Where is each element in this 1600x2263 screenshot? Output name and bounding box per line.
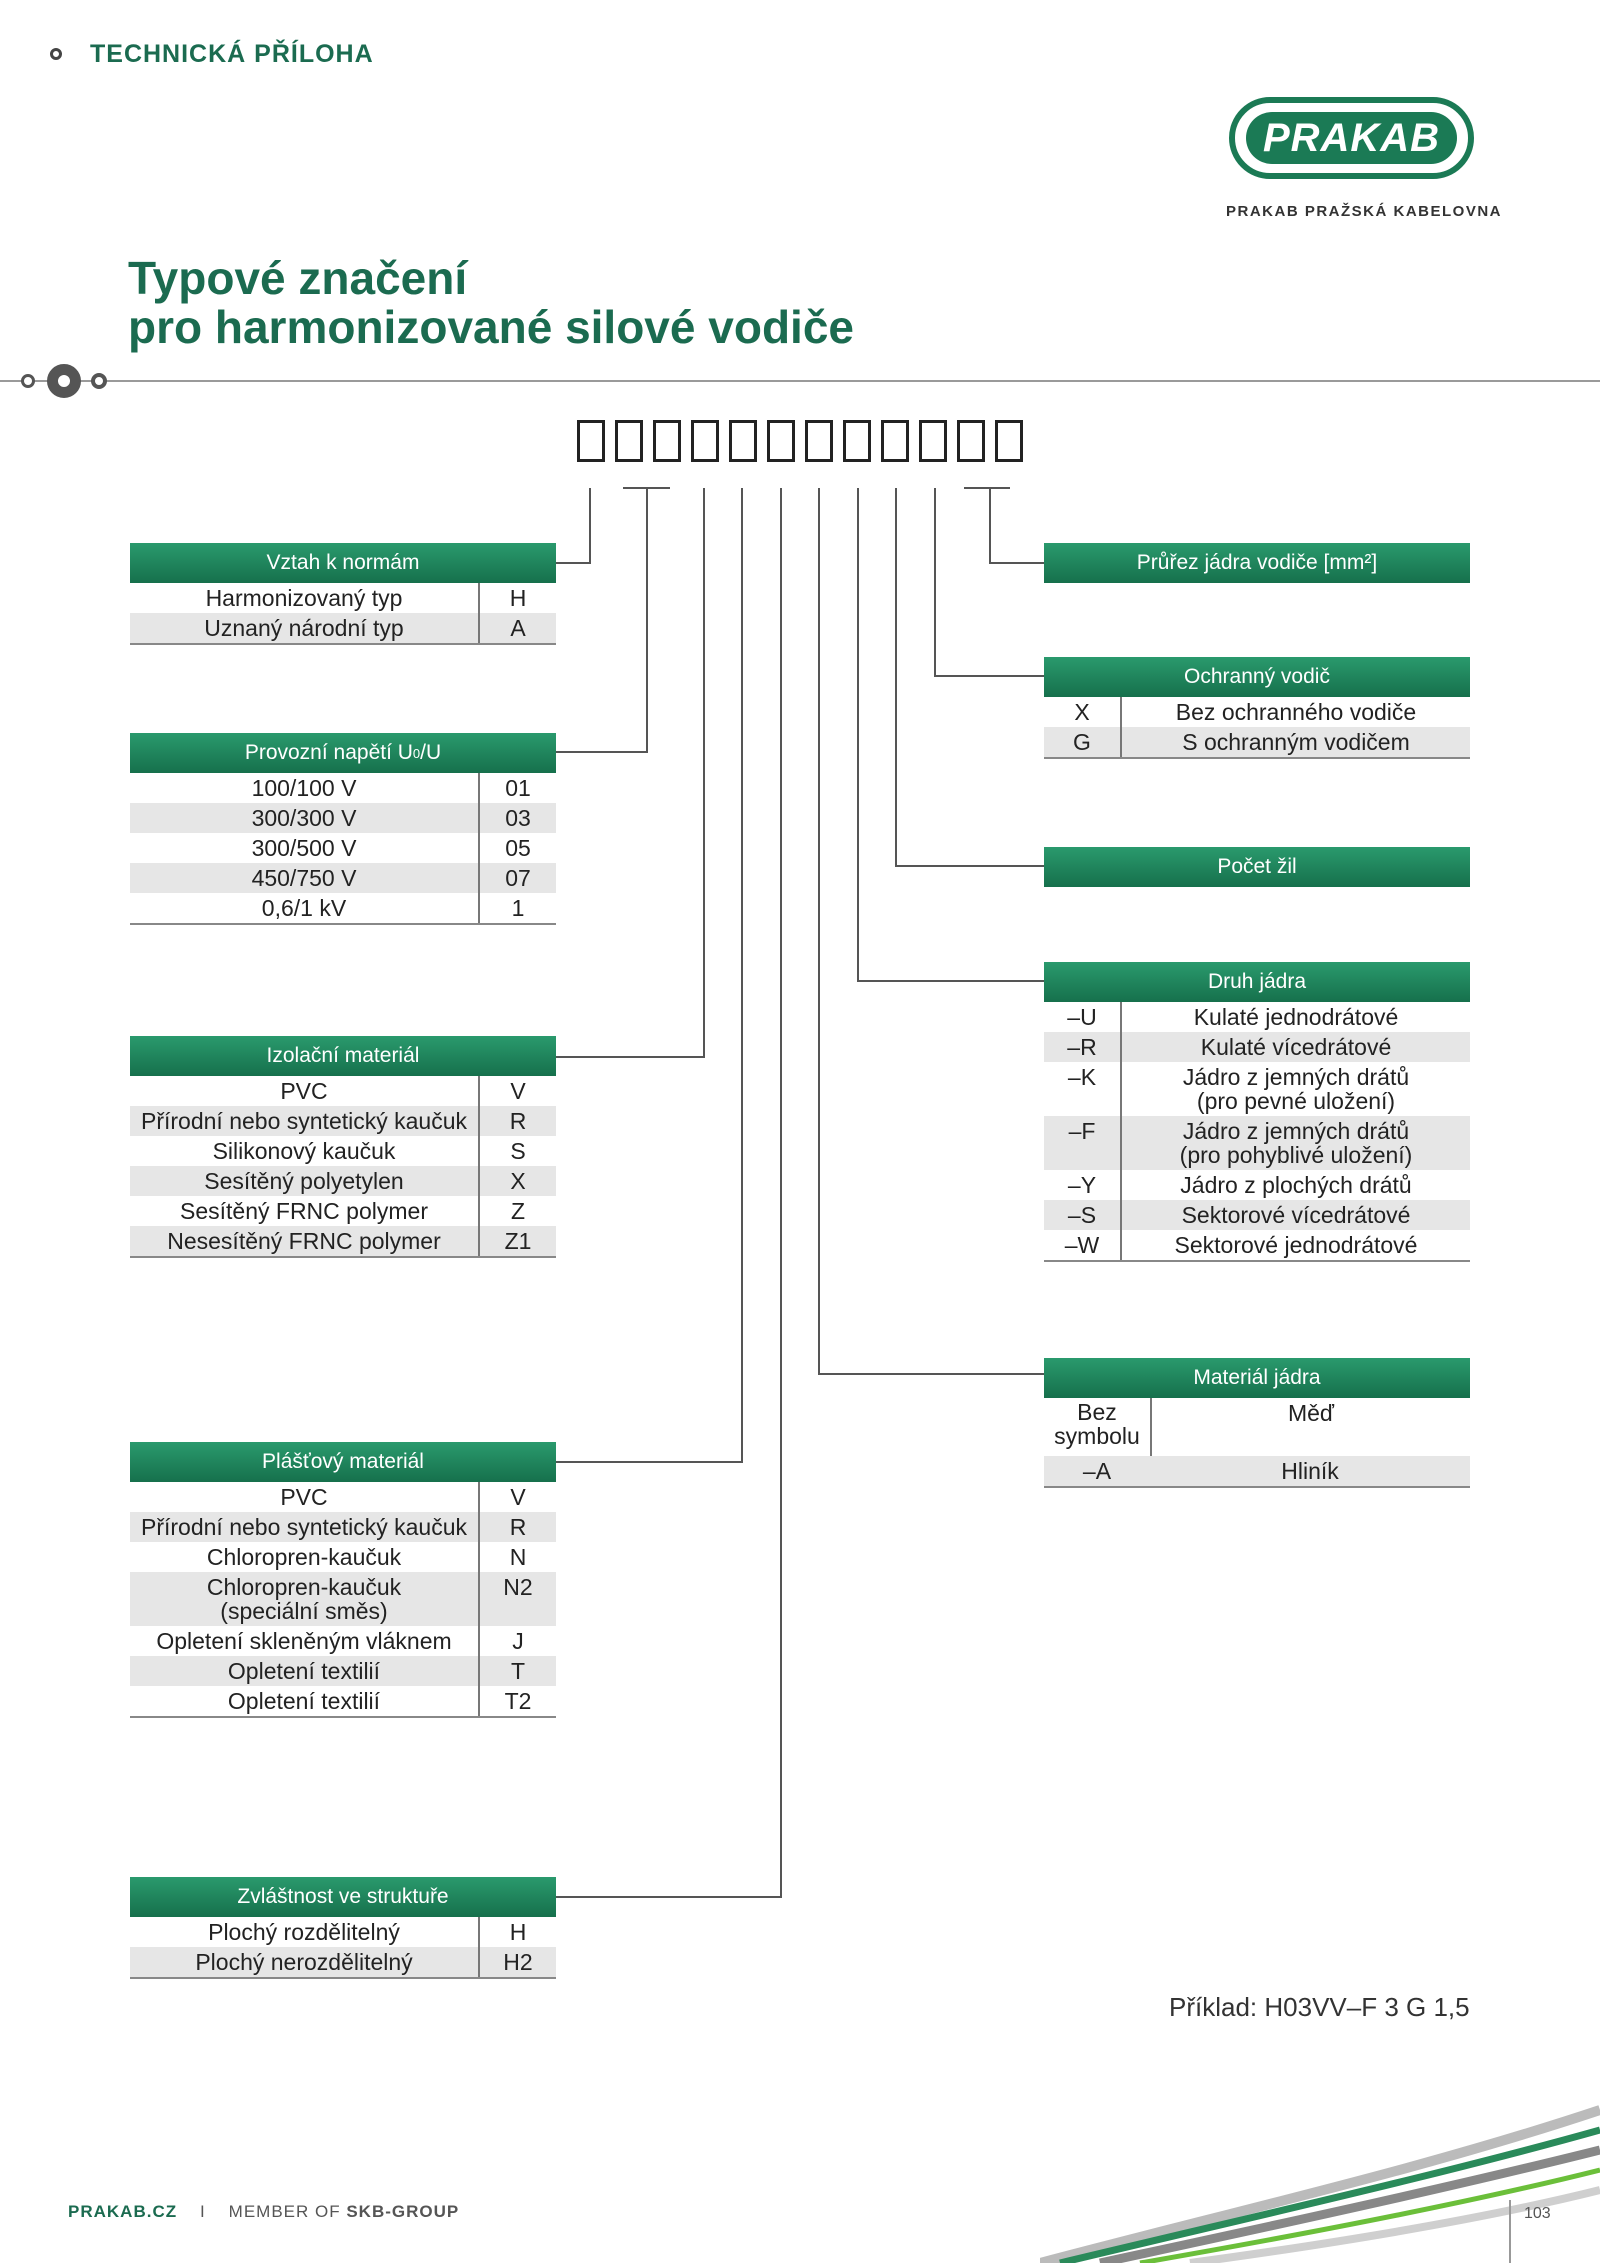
row-code: V	[478, 1076, 556, 1106]
row-label: Sesítěný FRNC polymer	[180, 1198, 428, 1224]
table-header: Provozní napětí U 0 /U	[130, 733, 556, 773]
row-code: Bez symbolu	[1044, 1398, 1152, 1456]
table-plast	[130, 1442, 556, 1718]
table-header: Průřez jádra vodiče [mm²]	[1044, 543, 1470, 583]
table-material	[1044, 1358, 1470, 1488]
row-label: Kulaté jednodrátové	[1193, 1004, 1399, 1030]
footer-group: SKB-GROUP	[346, 2202, 460, 2221]
footer-separator: I	[200, 2202, 206, 2221]
row-label: Měď	[1287, 1400, 1335, 1426]
row-code: X	[478, 1166, 556, 1196]
row-label: Přírodní nebo syntetický kaučuk	[141, 1108, 467, 1134]
row-code: 07	[478, 863, 556, 893]
table-ochranny	[1044, 657, 1470, 759]
row-label: Nesesítěný FRNC polymer	[167, 1228, 441, 1254]
row-code: H	[478, 1917, 556, 1947]
row-label: Uznaný národní typ	[204, 615, 404, 641]
row-code: H2	[478, 1947, 556, 1977]
row-code: –W	[1044, 1230, 1122, 1260]
row-label: Jádro z jemných drátů (pro pevné uložení)	[1182, 1064, 1410, 1114]
row-label: 0,6/1 kV	[261, 895, 347, 921]
logo-text: PRAKAB	[1246, 112, 1457, 164]
table-header: Počet žil	[1044, 847, 1470, 887]
row-code: X	[1044, 697, 1122, 727]
row-label: Kulaté vícedrátové	[1200, 1034, 1392, 1060]
footer	[68, 2202, 459, 2222]
table-header: Zvláštnost ve struktuře	[130, 1877, 556, 1917]
row-code: S	[478, 1136, 556, 1166]
row-label: Hliník	[1281, 1458, 1339, 1484]
table-izolace	[130, 1036, 556, 1258]
row-code: Z1	[478, 1226, 556, 1256]
row-label: Plochý nerozdělitelný	[195, 1949, 413, 1975]
footer-site: PRAKAB.CZ	[68, 2202, 178, 2221]
logo-subtitle: PRAKAB PRAŽSKÁ KABELOVNA	[1226, 203, 1503, 220]
table-prurez	[1044, 543, 1470, 583]
cable-decoration	[1040, 2090, 1600, 2263]
table-zvlastnost	[130, 1877, 556, 1979]
row-code: G	[1044, 727, 1122, 757]
row-label: Bez ochranného vodiče	[1175, 699, 1417, 725]
table-header: Materiál jádra	[1044, 1358, 1470, 1398]
row-label: Harmonizovaný typ	[205, 585, 403, 611]
section-label: TECHNICKÁ PŘÍLOHA	[90, 40, 374, 68]
row-code: –K	[1044, 1062, 1122, 1116]
row-code: J	[478, 1626, 556, 1656]
table-header: Vztah k normám	[130, 543, 556, 583]
row-code: V	[478, 1482, 556, 1512]
row-label: Sesítěný polyetylen	[204, 1168, 404, 1194]
row-label: Chloropren-kaučuk	[206, 1544, 402, 1570]
row-code: R	[478, 1512, 556, 1542]
row-label: Opletení textilií	[227, 1658, 381, 1684]
row-label: Opletení skleněným vláknem	[156, 1628, 452, 1654]
table-header: Ochranný vodič	[1044, 657, 1470, 697]
title-line-2: pro harmonizované silové vodiče	[128, 301, 854, 353]
row-code: Z	[478, 1196, 556, 1226]
row-code: –S	[1044, 1200, 1122, 1230]
row-label: Opletení textilií	[227, 1688, 381, 1714]
row-label: Sektorové vícedrátové	[1181, 1202, 1411, 1228]
row-label: Chloropren-kaučuk (speciální směs)	[206, 1574, 402, 1624]
row-label: 100/100 V	[251, 775, 357, 801]
row-code: 05	[478, 833, 556, 863]
row-label: 300/300 V	[251, 805, 357, 831]
row-code: T2	[478, 1686, 556, 1716]
row-code: 03	[478, 803, 556, 833]
row-label: PVC	[280, 1078, 328, 1104]
row-code: –F	[1044, 1116, 1122, 1170]
table-napeti	[130, 733, 556, 925]
table-pocet	[1044, 847, 1470, 887]
row-code: –Y	[1044, 1170, 1122, 1200]
footer-member: MEMBER OF	[228, 2202, 341, 2221]
row-code: R	[478, 1106, 556, 1136]
row-code: 01	[478, 773, 556, 803]
row-code: A	[478, 613, 556, 643]
row-label: Přírodní nebo syntetický kaučuk	[141, 1514, 467, 1540]
page-number: 103	[1524, 2205, 1551, 2222]
row-label: Sektorové jednodrátové	[1174, 1232, 1418, 1258]
row-label: S ochranným vodičem	[1182, 729, 1410, 755]
table-header: Druh jádra	[1044, 962, 1470, 1002]
table-vztah	[130, 543, 556, 645]
row-code: N2	[478, 1572, 556, 1626]
row-code: 1	[478, 893, 556, 923]
example-text: Příklad: H03VV–F 3 G 1,5	[1169, 1992, 1470, 2022]
row-label: 300/500 V	[251, 835, 357, 861]
row-label: Plochý rozdělitelný	[208, 1919, 400, 1945]
row-label: Jádro z plochých drátů	[1180, 1172, 1412, 1198]
row-label: 450/750 V	[251, 865, 357, 891]
row-code: T	[478, 1656, 556, 1686]
row-label: Jádro z jemných drátů (pro pohyblivé uložení)	[1179, 1118, 1413, 1168]
title-line-1: Typové značení	[128, 252, 468, 304]
row-code: –R	[1044, 1032, 1122, 1062]
row-label: PVC	[280, 1484, 328, 1510]
row-label: Silikonový kaučuk	[212, 1138, 396, 1164]
row-code: N	[478, 1542, 556, 1572]
table-druh	[1044, 962, 1470, 1262]
row-code: –A	[1082, 1458, 1112, 1484]
table-header: Plášťový materiál	[130, 1442, 556, 1482]
row-code: –U	[1044, 1002, 1122, 1032]
table-header: Izolační materiál	[130, 1036, 556, 1076]
row-code: H	[478, 583, 556, 613]
